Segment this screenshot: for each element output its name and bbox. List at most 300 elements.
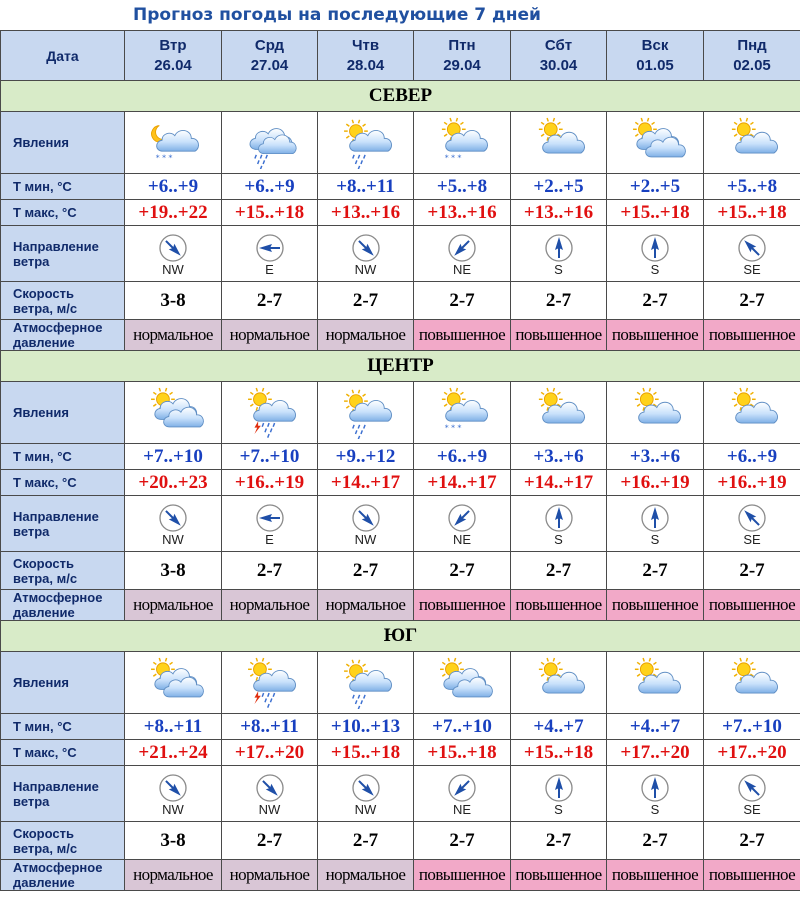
weather-icon-cell xyxy=(414,382,511,444)
wind-speed-value: 2-7 xyxy=(642,289,668,311)
temp-max-value: +17..+20 xyxy=(234,741,305,763)
pressure-cell xyxy=(704,320,800,351)
temp-max-value: +15..+18 xyxy=(717,201,787,223)
wind-speed-cell xyxy=(414,282,511,320)
pressure-value: повышенное xyxy=(611,325,699,344)
wind-speed-value: 2-7 xyxy=(739,559,765,581)
temp-max-cell xyxy=(414,200,511,226)
temp-max-cell xyxy=(222,470,318,496)
day-header xyxy=(414,31,511,81)
wind-direction-cell xyxy=(607,226,704,282)
svg-text:*: * xyxy=(457,421,462,432)
temp-max-value: +14..+17 xyxy=(523,471,594,493)
wind-speed-cell xyxy=(222,822,318,860)
row-label xyxy=(1,470,125,496)
header-row xyxy=(1,31,800,81)
wind-compass-icon xyxy=(511,773,606,803)
cloud-rain-icon xyxy=(222,117,317,169)
temp-min-value: +3..+6 xyxy=(629,445,681,467)
temp-max-value: +19..+22 xyxy=(138,201,208,223)
wind-speed-value: 2-7 xyxy=(642,559,668,581)
row-label-text: Скорость xyxy=(13,825,74,841)
pressure-cell xyxy=(607,320,704,351)
night-moon-cloud-light-snow-icon xyxy=(125,117,221,169)
pressure-value: нормальное xyxy=(325,865,406,884)
wind-direction-cell xyxy=(607,766,704,822)
wind-speed-cell xyxy=(511,822,607,860)
row-label xyxy=(1,226,125,282)
weather-icon-cell xyxy=(511,652,607,714)
day-of-week: Вск xyxy=(641,36,669,54)
row-label-text: Явления xyxy=(13,135,69,150)
wind-speed-value: 2-7 xyxy=(256,289,283,311)
day-header xyxy=(704,31,800,81)
region-title-cell xyxy=(1,351,800,382)
pressure-value: повышенное xyxy=(708,865,796,884)
tmin-row xyxy=(1,714,800,740)
sun-clouds-icon xyxy=(414,657,510,709)
wind-speed-value: 2-7 xyxy=(449,829,475,851)
temp-max-value: +15..+18 xyxy=(330,741,401,763)
wind-speed-value: 2-7 xyxy=(739,829,765,851)
tmin-row xyxy=(1,444,800,470)
wind-compass-icon xyxy=(222,773,317,803)
tmax-row xyxy=(1,200,800,226)
temp-max-cell xyxy=(125,470,222,496)
sun-cloud-light-snow-icon xyxy=(414,117,510,169)
temp-max-value: +16..+19 xyxy=(717,471,787,493)
temp-max-value: +17..+20 xyxy=(717,741,787,763)
sun-clouds-icon xyxy=(607,117,703,169)
weather-icon-cell xyxy=(607,652,704,714)
temp-max-cell xyxy=(318,200,414,226)
pressure-cell xyxy=(704,860,800,891)
temp-max-cell xyxy=(704,200,800,226)
wind-speed-cell xyxy=(318,282,414,320)
temp-min-cell xyxy=(607,714,704,740)
wind-direction-cell xyxy=(511,496,607,552)
tmin-row xyxy=(1,174,800,200)
pressure-row xyxy=(1,860,800,891)
row-label-text: Явления xyxy=(13,675,69,690)
wind-direction-cell xyxy=(318,226,414,282)
pressure-value: нормальное xyxy=(325,325,406,344)
row-label xyxy=(1,282,125,320)
pressure-value: нормальное xyxy=(133,595,213,614)
pressure-cell xyxy=(222,590,318,621)
pressure-cell xyxy=(704,590,800,621)
wind-compass-icon xyxy=(704,773,800,803)
weather-icon-cell xyxy=(607,112,704,174)
row-label xyxy=(1,822,125,860)
wind-speed-value: 2-7 xyxy=(449,559,475,581)
row-label xyxy=(1,444,125,470)
wind-direction-label: NW xyxy=(258,801,281,817)
row-label xyxy=(1,766,125,822)
temp-max-value: +20..+23 xyxy=(138,471,208,493)
temp-min-value: +4..+7 xyxy=(533,715,584,737)
wind-speed-cell xyxy=(511,282,607,320)
phenomena-row xyxy=(1,652,800,714)
wind-direction-label: NW xyxy=(354,531,377,547)
pressure-cell xyxy=(511,860,607,891)
wind-direction-label: E xyxy=(265,531,274,547)
page-title: Прогноз погоды на последующие 7 дней xyxy=(133,5,541,25)
row-label xyxy=(1,382,125,444)
wind_speed-row xyxy=(1,822,800,860)
temp-min-cell xyxy=(704,174,800,200)
temp-max-value: +13..+16 xyxy=(427,201,497,223)
temp-min-cell xyxy=(511,444,607,470)
temp-min-value: +8..+11 xyxy=(336,175,395,197)
row-label-text: Скорость xyxy=(13,285,74,301)
wind-direction-label: NW xyxy=(162,531,184,547)
wind_dir-row xyxy=(1,766,800,822)
wind-speed-value: 3-8 xyxy=(160,829,186,851)
wind-compass-icon xyxy=(414,773,510,803)
weather-icon-cell xyxy=(318,112,414,174)
sun-cloud-icon xyxy=(511,117,606,169)
day-date: 30.04 xyxy=(539,56,578,74)
wind-speed-value: 2-7 xyxy=(352,829,379,851)
temp-min-value: +5..+8 xyxy=(726,175,778,197)
day-of-week: Срд xyxy=(254,36,285,54)
svg-text:*: * xyxy=(451,421,456,432)
wind-direction-label: S xyxy=(650,801,660,817)
temp-min-cell xyxy=(318,714,414,740)
wind-direction-label: NW xyxy=(354,261,377,277)
temp-min-value: +8..+11 xyxy=(143,715,203,737)
temp-min-cell xyxy=(704,444,800,470)
date-label: Дата xyxy=(46,47,79,64)
wind-compass-icon xyxy=(607,773,703,803)
pressure-value: повышенное xyxy=(708,325,796,344)
wind-direction-cell xyxy=(511,766,607,822)
wind-speed-cell xyxy=(125,822,222,860)
row-label-text: ветра, м/с xyxy=(13,300,78,316)
temp-min-value: +10..+13 xyxy=(330,715,401,737)
region-row xyxy=(1,621,800,652)
row-label xyxy=(1,652,125,714)
wind-speed-value: 3-8 xyxy=(160,289,186,311)
wind-direction-cell xyxy=(318,766,414,822)
day-header xyxy=(125,31,222,81)
day-of-week: Пнд xyxy=(737,36,767,54)
wind-direction-cell xyxy=(222,766,318,822)
temp-max-cell xyxy=(125,740,222,766)
wind-direction-cell xyxy=(222,226,318,282)
temp-max-cell xyxy=(704,470,800,496)
sun-cloud-thunder-rain-icon xyxy=(222,387,317,439)
pressure-value: повышенное xyxy=(708,595,796,614)
wind-speed-cell xyxy=(318,552,414,590)
temp-min-cell xyxy=(414,714,511,740)
temp-max-cell xyxy=(125,200,222,226)
wind_dir-row xyxy=(1,496,800,552)
pressure-cell xyxy=(318,320,414,351)
pressure-cell xyxy=(125,590,222,621)
sun-cloud-rain-icon xyxy=(318,117,413,169)
svg-text:*: * xyxy=(168,151,173,162)
region-title-cell xyxy=(1,621,800,652)
wind-compass-icon xyxy=(704,503,800,533)
pressure-cell xyxy=(222,860,318,891)
temp-min-cell xyxy=(607,174,704,200)
weather-icon-cell xyxy=(318,652,414,714)
temp-min-cell xyxy=(318,174,414,200)
pressure-cell xyxy=(318,590,414,621)
pressure-row xyxy=(1,590,800,621)
temp-max-value: +13..+16 xyxy=(330,201,401,223)
wind-speed-value: 2-7 xyxy=(739,289,765,311)
wind-speed-cell xyxy=(222,552,318,590)
header-date-cell xyxy=(1,31,125,81)
temp-min-value: +8..+11 xyxy=(240,715,299,737)
wind-compass-icon xyxy=(607,233,703,263)
row-label-text: ветра, м/с xyxy=(13,840,78,856)
wind-speed-cell xyxy=(414,822,511,860)
sun-cloud-rain-icon xyxy=(318,657,413,709)
wind-speed-value: 2-7 xyxy=(642,829,668,851)
wind-speed-value: 3-8 xyxy=(160,559,186,581)
pressure-row xyxy=(1,320,800,351)
wind-direction-label: NE xyxy=(452,531,472,547)
wind-compass-icon xyxy=(125,233,221,263)
wind-speed-cell xyxy=(704,282,800,320)
wind-speed-value: 2-7 xyxy=(545,289,572,311)
weather-icon-cell xyxy=(414,112,511,174)
region-title: СЕВЕР xyxy=(368,85,433,106)
row-label xyxy=(1,714,125,740)
day-header xyxy=(607,31,704,81)
temp-max-value: +15..+18 xyxy=(620,201,690,223)
day-header xyxy=(318,31,414,81)
temp-min-cell xyxy=(222,174,318,200)
weather-icon-cell xyxy=(125,112,222,174)
pressure-cell xyxy=(511,590,607,621)
wind-speed-cell xyxy=(125,282,222,320)
weather-icon-cell xyxy=(704,112,800,174)
day-date: 02.05 xyxy=(733,56,771,74)
pressure-cell xyxy=(414,860,511,891)
row-label xyxy=(1,174,125,200)
weather-icon-cell xyxy=(222,112,318,174)
row-label-text: ветра xyxy=(13,253,50,269)
day-header xyxy=(511,31,607,81)
wind-compass-icon xyxy=(511,503,606,533)
wind-compass-icon xyxy=(607,503,703,533)
pressure-value: повышенное xyxy=(515,325,602,344)
wind-direction-label: S xyxy=(554,531,563,547)
weather-icon-cell xyxy=(222,382,318,444)
region-title: ЦЕНТР xyxy=(367,355,434,376)
row-label xyxy=(1,552,125,590)
page-title-bar xyxy=(0,2,800,28)
temp-min-value: +5..+8 xyxy=(436,175,488,197)
wind-speed-cell xyxy=(704,552,800,590)
temp-min-value: +2..+5 xyxy=(629,175,681,197)
svg-text:*: * xyxy=(444,151,449,162)
row-label xyxy=(1,860,125,891)
wind-speed-cell xyxy=(318,822,414,860)
wind-direction-cell xyxy=(125,766,222,822)
temp-max-cell xyxy=(511,470,607,496)
wind-speed-value: 2-7 xyxy=(256,829,283,851)
pressure-value: нормальное xyxy=(133,865,213,884)
wind-direction-cell xyxy=(414,766,511,822)
row-label-text: Атмосферное xyxy=(13,320,103,335)
sun-clouds-icon xyxy=(125,657,221,709)
temp-max-cell xyxy=(704,740,800,766)
wind-direction-label: NW xyxy=(162,261,184,277)
wind-compass-icon xyxy=(414,503,510,533)
wind-speed-cell xyxy=(607,822,704,860)
pressure-cell xyxy=(414,320,511,351)
wind-direction-label: NE xyxy=(452,801,472,817)
wind-direction-cell xyxy=(414,226,511,282)
weather-icon-cell xyxy=(511,382,607,444)
day-of-week: Втр xyxy=(159,36,187,54)
pressure-value: повышенное xyxy=(418,325,506,344)
day-date: 27.04 xyxy=(250,56,289,74)
temp-max-value: +15..+18 xyxy=(427,741,497,763)
wind_speed-row xyxy=(1,282,800,320)
sun-cloud-rain-icon xyxy=(318,387,413,439)
wind-speed-value: 2-7 xyxy=(449,289,475,311)
svg-text:*: * xyxy=(444,421,449,432)
wind-direction-label: SE xyxy=(743,261,761,277)
temp-max-value: +16..+19 xyxy=(620,471,690,493)
pressure-value: нормальное xyxy=(325,595,406,614)
temp-min-cell xyxy=(125,444,222,470)
temp-max-value: +21..+24 xyxy=(138,741,208,763)
wind-compass-icon xyxy=(318,503,413,533)
temp-min-value: +6..+9 xyxy=(147,175,199,197)
wind-compass-icon xyxy=(222,233,317,263)
region-row xyxy=(1,351,800,382)
wind-direction-cell xyxy=(318,496,414,552)
temp-max-cell xyxy=(607,740,704,766)
sun-cloud-icon xyxy=(704,387,800,439)
wind-compass-icon xyxy=(318,233,413,263)
weather-icon-cell xyxy=(125,652,222,714)
sun-clouds-icon xyxy=(125,387,221,439)
row-label-text: давление xyxy=(13,335,75,350)
weather-icon-cell xyxy=(318,382,414,444)
row-label xyxy=(1,740,125,766)
pressure-cell xyxy=(511,320,607,351)
svg-text:*: * xyxy=(162,151,167,162)
phenomena-row xyxy=(1,382,800,444)
pressure-value: повышенное xyxy=(611,595,699,614)
day-date: 26.04 xyxy=(154,56,192,74)
temp-max-value: +15..+18 xyxy=(234,201,305,223)
wind-speed-cell xyxy=(125,552,222,590)
row-label-text: Явления xyxy=(13,405,69,420)
temp-max-cell xyxy=(222,200,318,226)
temp-min-cell xyxy=(222,714,318,740)
wind-compass-icon xyxy=(125,773,221,803)
pressure-cell xyxy=(125,860,222,891)
row-label-text: ветра xyxy=(13,793,50,809)
temp-max-cell xyxy=(318,740,414,766)
wind-speed-value: 2-7 xyxy=(256,559,283,581)
temp-max-cell xyxy=(511,740,607,766)
wind-speed-cell xyxy=(607,552,704,590)
pressure-cell xyxy=(125,320,222,351)
wind-direction-cell xyxy=(704,766,800,822)
temp-min-value: +2..+5 xyxy=(533,175,584,197)
tmax-row xyxy=(1,740,800,766)
region-row xyxy=(1,81,800,112)
temp-min-cell xyxy=(511,714,607,740)
day-of-week: Сбт xyxy=(544,36,573,54)
row-label-text: давление xyxy=(13,605,75,620)
row-label-text: Направление xyxy=(13,778,99,794)
day-of-week: Птн xyxy=(448,36,476,54)
row-label xyxy=(1,200,125,226)
pressure-value: повышенное xyxy=(515,595,602,614)
weather-icon-cell xyxy=(511,112,607,174)
wind-speed-cell xyxy=(511,552,607,590)
sun-cloud-light-snow-icon xyxy=(414,387,510,439)
temp-min-value: +3..+6 xyxy=(533,445,584,467)
sun-cloud-icon xyxy=(607,387,703,439)
pressure-cell xyxy=(222,320,318,351)
row-label-text: Т макс, °С xyxy=(13,745,77,760)
pressure-cell xyxy=(318,860,414,891)
sun-cloud-icon xyxy=(511,387,606,439)
wind-direction-label: S xyxy=(650,531,660,547)
wind-direction-cell xyxy=(125,226,222,282)
temp-min-value: +4..+7 xyxy=(629,715,681,737)
row-label-text: ветра, м/с xyxy=(13,570,78,586)
wind-direction-cell xyxy=(704,496,800,552)
wind-direction-label: SE xyxy=(743,531,761,547)
wind-direction-cell xyxy=(125,496,222,552)
pressure-value: повышенное xyxy=(515,865,602,884)
temp-min-value: +9..+12 xyxy=(335,445,396,467)
wind-direction-cell xyxy=(607,496,704,552)
day-date: 01.05 xyxy=(636,56,674,74)
temp-max-cell xyxy=(414,740,511,766)
temp-max-value: +14..+17 xyxy=(427,471,497,493)
row-label-text: Т мин, °С xyxy=(13,449,72,464)
temp-min-cell xyxy=(607,444,704,470)
day-header xyxy=(222,31,318,81)
phenomena-row xyxy=(1,112,800,174)
wind-direction-label: S xyxy=(554,801,563,817)
weather-icon-cell xyxy=(414,652,511,714)
wind-compass-icon xyxy=(318,773,413,803)
row-label xyxy=(1,590,125,621)
region-title: ЮГ xyxy=(383,625,418,646)
wind-speed-value: 2-7 xyxy=(352,559,379,581)
temp-max-value: +17..+20 xyxy=(620,741,690,763)
temp-min-value: +7..+10 xyxy=(432,715,492,737)
sun-cloud-icon xyxy=(704,657,800,709)
temp-min-cell xyxy=(414,444,511,470)
tmax-row xyxy=(1,470,800,496)
wind-speed-value: 2-7 xyxy=(545,559,572,581)
svg-text:*: * xyxy=(457,151,462,162)
wind-speed-cell xyxy=(414,552,511,590)
temp-min-value: +7..+10 xyxy=(722,715,782,737)
temp-min-value: +6..+9 xyxy=(244,175,295,197)
wind-direction-label: S xyxy=(650,261,660,277)
wind-direction-cell xyxy=(414,496,511,552)
day-date: 29.04 xyxy=(443,56,481,74)
